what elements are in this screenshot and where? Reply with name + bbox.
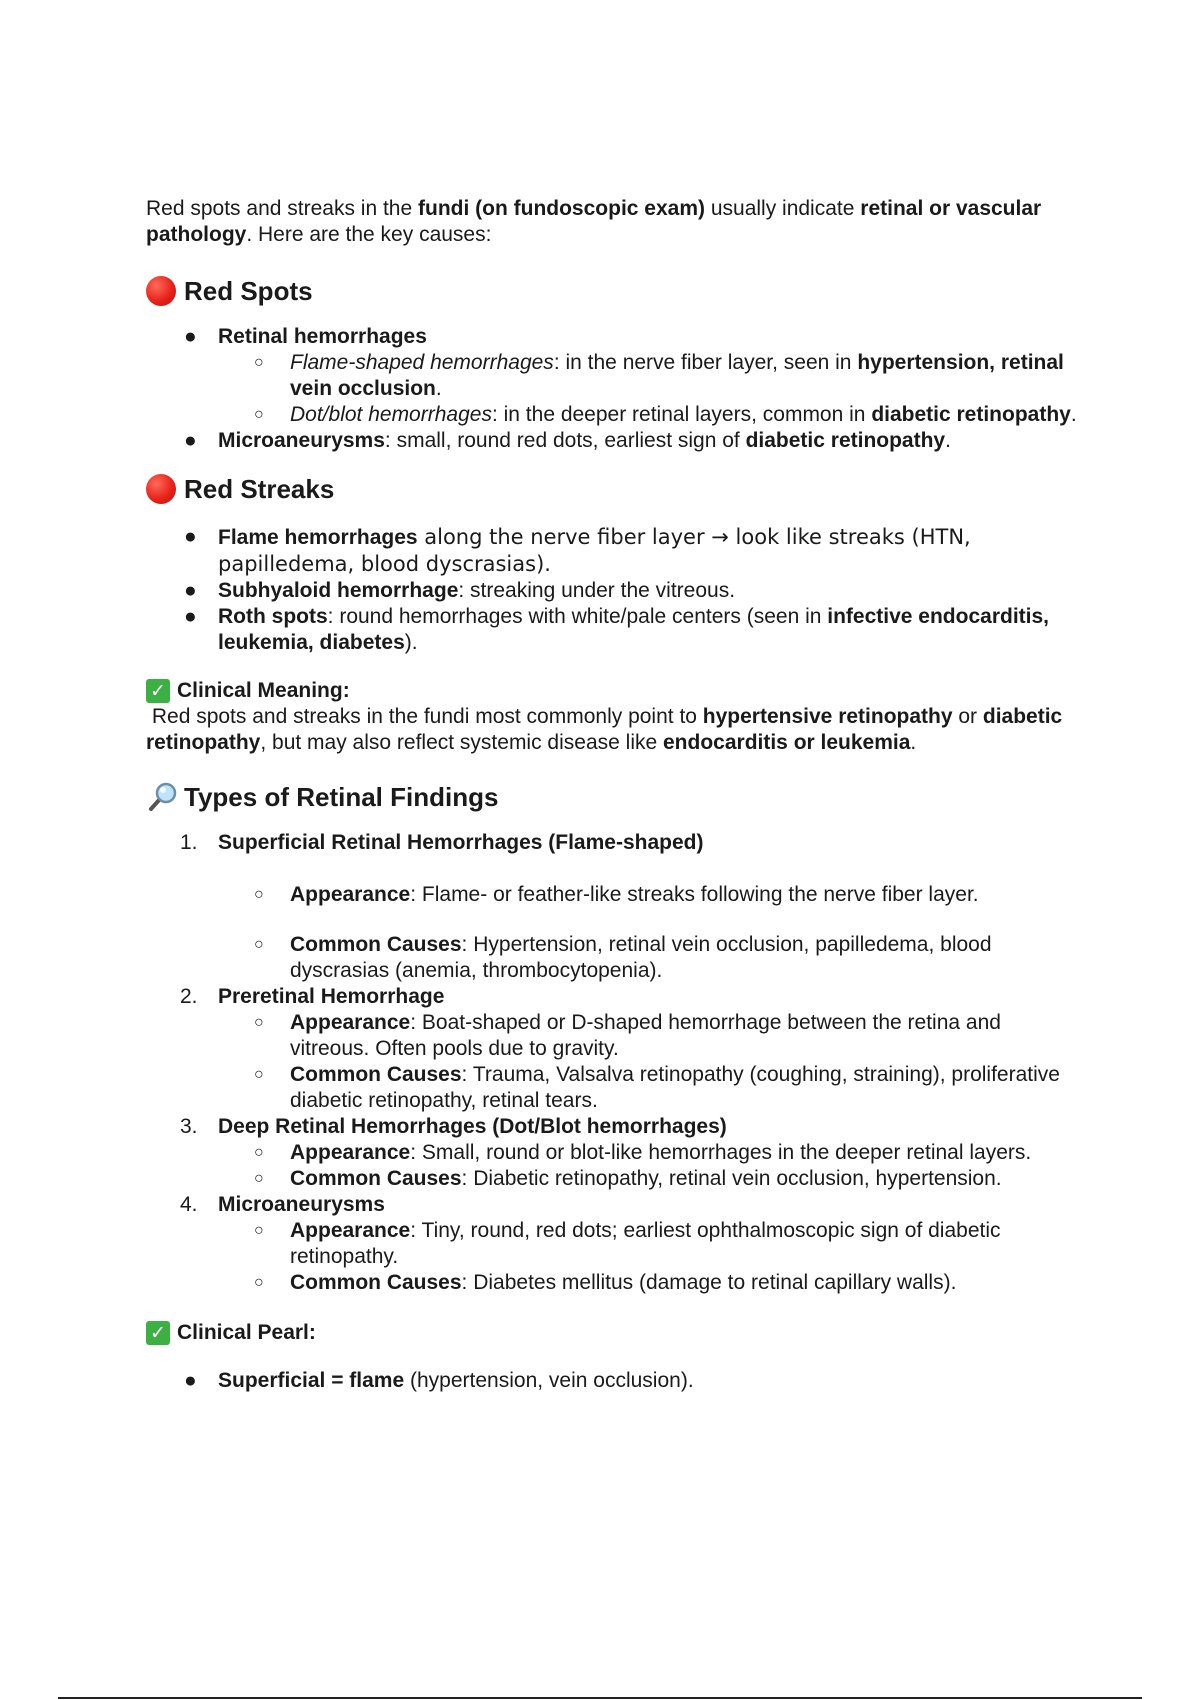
list-item: ● Superficial = flame (hypertension, vein occlusion). bbox=[184, 1369, 694, 1392]
bullet: ○ bbox=[254, 1274, 264, 1291]
bullet: ○ bbox=[254, 1014, 264, 1031]
check-mark-icon: ✓ bbox=[146, 1321, 170, 1345]
list-item: ○ Common Causes: Trauma, Valsalva retinopathy (coughing, straining), proliferative diabetic retinopathy, retinal tears. bbox=[254, 1063, 1060, 1112]
red-spots-list bbox=[146, 324, 1086, 454]
list-item: ○ Common Causes: Hypertension, retinal vein occlusion, papilledema, blood dyscrasias (anemia, thrombocytopenia). bbox=[254, 933, 992, 982]
bullet: ○ bbox=[254, 354, 264, 371]
bullet: ○ bbox=[254, 1144, 264, 1161]
list-item: ○ Common Causes: Diabetes mellitus (damage to retinal capillary walls). bbox=[254, 1271, 957, 1294]
clinical-meaning-label: ✓ Clinical Meaning: bbox=[146, 678, 1086, 704]
list-item: ● Flame hemorrhages along the nerve fiber layer → look like streaks (HTN, papilledema, blood dyscrasias). bbox=[184, 525, 971, 576]
clinical-meaning-text: Red spots and streaks in the fundi most commonly point to hypertensive retinopathy or diabetic retinopathy, but may also reflect systemic disease like endocarditis or leukemia. bbox=[146, 705, 1063, 754]
red-spots-heading: Red Spots bbox=[146, 274, 1086, 308]
types-heading: Types of Retinal Findings bbox=[146, 780, 1086, 814]
list-item: 2. Preretinal Hemorrhage bbox=[180, 985, 445, 1008]
list-item: ● Subhyaloid hemorrhage: streaking under the vitreous. bbox=[184, 579, 736, 602]
check-mark-icon: ✓ bbox=[146, 679, 170, 703]
list-item: 3. Deep Retinal Hemorrhages (Dot/Blot hemorrhages) bbox=[180, 1115, 727, 1138]
list-item: ● Microaneurysms: small, round red dots, earliest sign of diabetic retinopathy. bbox=[184, 429, 951, 452]
list-item: ● Roth spots: round hemorrhages with white/pale centers (seen in infective endocarditis, leukemia, diabetes). bbox=[184, 605, 1049, 654]
types-list bbox=[146, 830, 1086, 1296]
bullet: ○ bbox=[254, 1066, 264, 1083]
page-bottom-rule bbox=[58, 1697, 1142, 1699]
list-item: ○ Appearance: Small, round or blot-like hemorrhages in the deeper retinal layers. bbox=[254, 1141, 1032, 1164]
list-item: ○ Dot/blot hemorrhages: in the deeper retinal layers, common in diabetic retinopathy. bbox=[254, 403, 1077, 426]
clinical-pearl-list bbox=[146, 1368, 1086, 1394]
red-streaks-heading: Red Streaks bbox=[146, 472, 1086, 506]
list-item: 1. Superficial Retinal Hemorrhages (Flame-shaped) bbox=[180, 831, 704, 854]
intro-paragraph: Red spots and streaks in the fundi (on fundoscopic exam) usually indicate retinal or vascular pathology. Here are the key causes: bbox=[146, 197, 1042, 246]
list-item: ○ Appearance: Flame- or feather-like streaks following the nerve fiber layer. bbox=[254, 883, 979, 906]
bullet: ● bbox=[184, 579, 197, 602]
list-item: ● Retinal hemorrhages bbox=[184, 325, 427, 348]
clinical-pearl-label: ✓ Clinical Pearl: bbox=[146, 1320, 1086, 1346]
document-page bbox=[146, 196, 1086, 1394]
bullet: ○ bbox=[254, 936, 264, 953]
bullet: ● bbox=[184, 1369, 197, 1392]
list-item: ○ Appearance: Tiny, round, red dots; earliest ophthalmoscopic sign of diabetic retinopathy. bbox=[254, 1219, 1001, 1268]
bullet: ● bbox=[184, 429, 197, 452]
bullet: ● bbox=[184, 325, 197, 348]
bullet: ○ bbox=[254, 886, 264, 903]
red-streaks-list bbox=[146, 524, 1086, 656]
magnifying-glass-icon bbox=[146, 781, 178, 813]
bullet: ● bbox=[184, 525, 197, 548]
list-item: 4. Microaneurysms bbox=[180, 1193, 385, 1216]
bullet: ○ bbox=[254, 1170, 264, 1187]
list-item: ○ Common Causes: Diabetic retinopathy, retinal vein occlusion, hypertension. bbox=[254, 1167, 1002, 1190]
list-item: ○ Flame-shaped hemorrhages: in the nerve fiber layer, seen in hypertension, retinal vein occlusion. bbox=[254, 351, 1064, 400]
bullet: ○ bbox=[254, 406, 264, 423]
red-circle-icon bbox=[146, 276, 176, 306]
list-item: ○ Appearance: Boat-shaped or D-shaped hemorrhage between the retina and vitreous. Often pools due to gravity. bbox=[254, 1011, 1001, 1060]
bullet: ○ bbox=[254, 1222, 264, 1239]
bullet: ● bbox=[184, 605, 197, 628]
red-circle-icon bbox=[146, 474, 176, 504]
